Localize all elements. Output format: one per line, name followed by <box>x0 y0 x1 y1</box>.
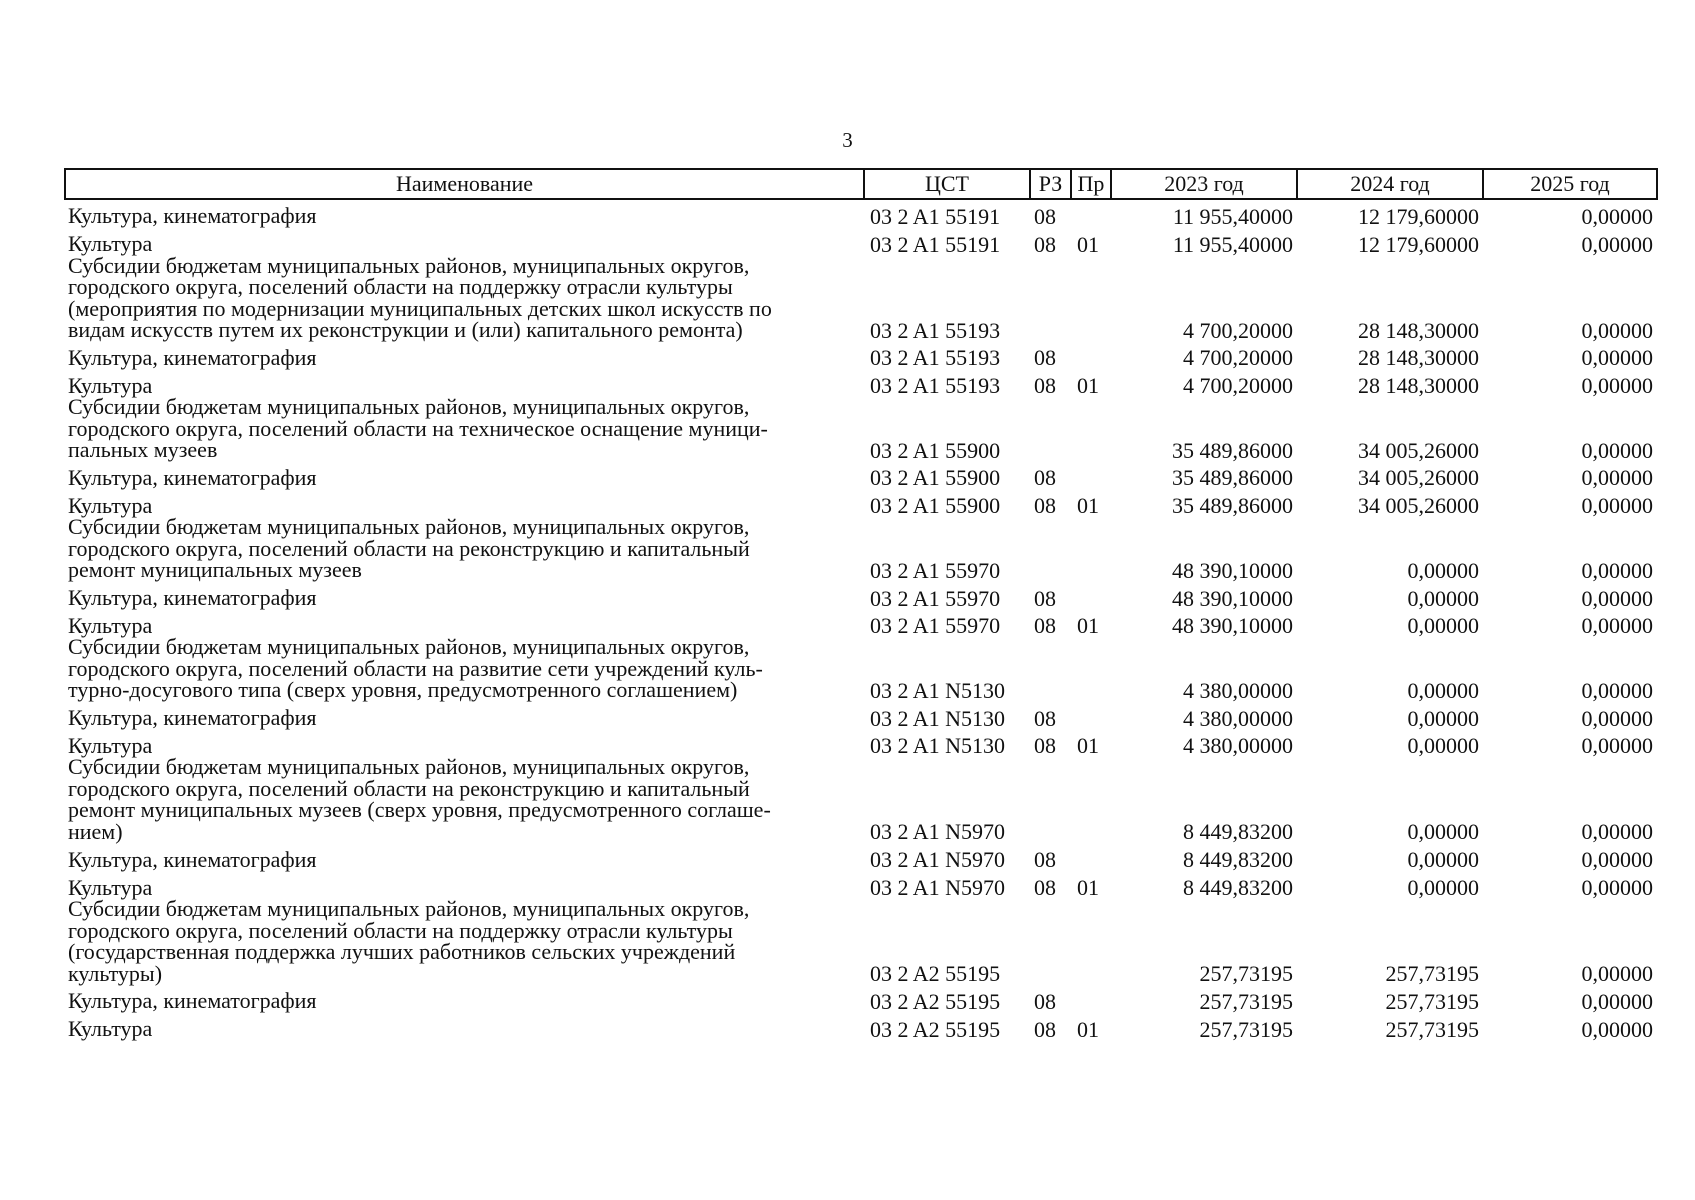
row-value-2025: 0,00000 <box>1581 203 1653 229</box>
row-value-2024: 0,00000 <box>1407 847 1479 873</box>
row-cst-code: 03 2 A1 55900 <box>870 493 1001 519</box>
row-value-2023: 4 700,20000 <box>1183 373 1293 399</box>
header-year-2025: 2025 год <box>1483 169 1657 199</box>
row-rz-code: 08 <box>1034 847 1056 873</box>
row-value-2023: 4 380,00000 <box>1183 677 1293 703</box>
row-cst-code: 03 2 A2 55195 <box>870 961 1001 987</box>
row-cst-code: 03 2 A1 55970 <box>870 585 1001 611</box>
row-name: Культура <box>68 1016 153 1042</box>
row-cst-code: 03 2 A1 N5970 <box>870 847 1006 873</box>
row-rz-code <box>1030 898 1071 984</box>
table-row <box>65 636 1657 701</box>
table-row <box>65 609 1657 637</box>
table-header <box>65 169 1657 199</box>
table-row <box>65 898 1657 984</box>
row-value-2024: 0,00000 <box>1407 585 1479 611</box>
table-row <box>65 341 1657 369</box>
row-value-2024: 0,00000 <box>1407 819 1479 845</box>
row-rz-code: 08 <box>1034 493 1056 519</box>
row-value-2025: 0,00000 <box>1581 437 1653 463</box>
row-name: Субсидии бюджетам муниципальных районов, муниципальных округов, городского округа, поселений области на реконструкцию и капитальный ремонт муниципальных музеев <box>68 514 750 583</box>
row-name: Культура, кинематография <box>68 585 317 611</box>
row-cst-code: 03 2 A1 55900 <box>870 465 1001 491</box>
row-name: Субсидии бюджетам муниципальных районов, муниципальных округов, городского округа, поселений области на техническое оснащение муници- пальных музеев <box>68 394 768 463</box>
row-pr-code <box>1071 842 1111 870</box>
table-row <box>65 756 1657 842</box>
row-cst-code: 03 2 A2 55195 <box>870 988 1001 1014</box>
row-value-2023: 35 489,86000 <box>1172 465 1293 491</box>
row-rz-code <box>1030 396 1071 461</box>
table-row <box>65 461 1657 489</box>
row-pr-code: 01 <box>1077 373 1099 399</box>
row-cst-code: 03 2 A1 55193 <box>870 373 1001 399</box>
row-value-2024: 28 148,30000 <box>1358 345 1479 371</box>
row-value-2024: 28 148,30000 <box>1358 373 1479 399</box>
header-row <box>65 169 1657 199</box>
row-value-2023: 257,73195 <box>1199 961 1293 987</box>
row-cst-code: 03 2 A1 55193 <box>870 345 1001 371</box>
table-row <box>65 396 1657 461</box>
row-cst-code: 03 2 A1 N5130 <box>870 733 1006 759</box>
row-value-2023: 35 489,86000 <box>1172 437 1293 463</box>
row-value-2023: 35 489,86000 <box>1172 493 1293 519</box>
row-cst-code: 03 2 A1 55970 <box>870 613 1001 639</box>
row-pr-code: 01 <box>1077 733 1099 759</box>
header-rz: РЗ <box>1030 169 1071 199</box>
row-cst-code: 03 2 A1 55193 <box>870 317 1001 343</box>
row-name: Субсидии бюджетам муниципальных районов, муниципальных округов, городского округа, поселений области на реконструкцию и капитальный ремонт муниципальных музеев (сверх уровня, предусмотренного соглаше- нием) <box>68 754 771 844</box>
table-row <box>65 255 1657 341</box>
row-pr-code <box>1071 701 1111 729</box>
row-cst-code: 03 2 A1 55970 <box>870 557 1001 583</box>
row-cst-code: 03 2 A1 N5130 <box>870 677 1006 703</box>
row-rz-code <box>1030 636 1071 701</box>
row-value-2025: 0,00000 <box>1581 677 1653 703</box>
row-value-2025: 0,00000 <box>1581 875 1653 901</box>
row-value-2025: 0,00000 <box>1581 345 1653 371</box>
row-value-2023: 8 449,83200 <box>1183 819 1293 845</box>
row-pr-code: 01 <box>1077 231 1099 257</box>
row-value-2025: 0,00000 <box>1581 613 1653 639</box>
table-row <box>65 516 1657 581</box>
row-name: Культура <box>68 231 153 257</box>
row-value-2025: 0,00000 <box>1581 733 1653 759</box>
row-name: Культура, кинематография <box>68 846 317 872</box>
row-cst-code: 03 2 A1 N5130 <box>870 705 1006 731</box>
row-pr-code <box>1071 636 1111 701</box>
row-name: Культура <box>68 874 153 900</box>
row-name: Культура, кинематография <box>68 988 317 1014</box>
row-rz-code: 08 <box>1034 705 1056 731</box>
row-cst-code: 03 2 A1 55900 <box>870 437 1001 463</box>
row-name: Культура, кинематография <box>68 203 317 229</box>
row-name: Культура, кинематография <box>68 464 317 490</box>
budget-table <box>64 168 1658 1040</box>
row-name: Культура, кинематография <box>68 344 317 370</box>
table-row <box>65 701 1657 729</box>
row-rz-code: 08 <box>1034 203 1056 229</box>
row-value-2024: 0,00000 <box>1407 875 1479 901</box>
row-cst-code: 03 2 A2 55195 <box>870 1016 1001 1042</box>
row-pr-code <box>1071 898 1111 984</box>
page-number: 3 <box>842 128 853 152</box>
row-pr-code <box>1071 199 1111 227</box>
table-row <box>65 984 1657 1012</box>
row-cst-code: 03 2 A1 N5970 <box>870 875 1006 901</box>
row-pr-code <box>1071 341 1111 369</box>
row-rz-code <box>1030 516 1071 581</box>
row-pr-code: 01 <box>1077 1016 1099 1042</box>
row-value-2025: 0,00000 <box>1581 585 1653 611</box>
row-value-2023: 11 955,40000 <box>1172 231 1293 257</box>
row-name: Субсидии бюджетам муниципальных районов, муниципальных округов, городского округа, поселений области на поддержку отрасли культуры (мероприятия по модернизации муниципальных детских школ искусств по видам искусств путем их реконструкции и (или) капитального ремонта) <box>68 252 772 343</box>
table-row <box>65 199 1657 227</box>
row-value-2024: 0,00000 <box>1407 557 1479 583</box>
row-pr-code: 01 <box>1077 875 1099 901</box>
row-value-2023: 257,73195 <box>1199 1016 1293 1042</box>
row-pr-code <box>1071 516 1111 581</box>
row-value-2023: 4 380,00000 <box>1183 733 1293 759</box>
header-cst: ЦСТ <box>864 169 1030 199</box>
row-pr-code: 01 <box>1077 613 1099 639</box>
row-pr-code <box>1071 461 1111 489</box>
table-row <box>65 729 1657 757</box>
row-value-2025: 0,00000 <box>1581 557 1653 583</box>
row-value-2023: 4 700,20000 <box>1183 317 1293 343</box>
row-rz-code <box>1030 756 1071 842</box>
header-year-2024: 2024 год <box>1297 169 1483 199</box>
row-rz-code: 08 <box>1034 373 1056 399</box>
row-rz-code: 08 <box>1034 733 1056 759</box>
header-year-2023: 2023 год <box>1111 169 1297 199</box>
row-value-2023: 8 449,83200 <box>1183 847 1293 873</box>
row-value-2024: 12 179,60000 <box>1358 231 1479 257</box>
row-cst-code: 03 2 A1 55191 <box>870 203 1001 229</box>
row-value-2023: 4 700,20000 <box>1183 345 1293 371</box>
row-cst-code: 03 2 A1 N5970 <box>870 819 1006 845</box>
row-value-2023: 48 390,10000 <box>1172 557 1293 583</box>
row-value-2025: 0,00000 <box>1581 819 1653 845</box>
row-pr-code <box>1071 756 1111 842</box>
row-value-2023: 11 955,40000 <box>1172 203 1293 229</box>
row-value-2025: 0,00000 <box>1581 231 1653 257</box>
row-pr-code <box>1071 396 1111 461</box>
row-value-2024: 28 148,30000 <box>1358 317 1479 343</box>
row-pr-code: 01 <box>1077 493 1099 519</box>
row-rz-code <box>1030 255 1071 341</box>
row-cst-code: 03 2 A1 55191 <box>870 231 1001 257</box>
row-name: Субсидии бюджетам муниципальных районов, муниципальных округов, городского округа, поселений области на развитие сети учреждений куль- турно-досугового типа (сверх уровня, предусмотренного соглашением) <box>68 634 763 703</box>
row-value-2024: 257,73195 <box>1385 961 1479 987</box>
row-value-2025: 0,00000 <box>1581 465 1653 491</box>
row-value-2025: 0,00000 <box>1581 317 1653 343</box>
table-row <box>65 227 1657 255</box>
row-value-2023: 8 449,83200 <box>1183 875 1293 901</box>
row-rz-code: 08 <box>1034 613 1056 639</box>
table-row <box>65 581 1657 609</box>
header-pr: Пр <box>1071 169 1111 199</box>
row-value-2024: 257,73195 <box>1385 988 1479 1014</box>
row-rz-code: 08 <box>1034 1016 1056 1042</box>
row-name: Субсидии бюджетам муниципальных районов, муниципальных округов, городского округа, поселений области на поддержку отрасли культуры (государственная поддержка лучших работников сельских учреждений культуры) <box>68 896 750 986</box>
row-value-2025: 0,00000 <box>1581 1016 1653 1042</box>
row-value-2024: 34 005,26000 <box>1358 437 1479 463</box>
row-value-2024: 0,00000 <box>1407 733 1479 759</box>
row-value-2025: 0,00000 <box>1581 988 1653 1014</box>
row-pr-code <box>1071 581 1111 609</box>
table-row <box>65 368 1657 396</box>
row-value-2024: 34 005,26000 <box>1358 493 1479 519</box>
table-row <box>65 488 1657 516</box>
row-value-2025: 0,00000 <box>1581 493 1653 519</box>
header-name: Наименование <box>65 169 864 199</box>
row-value-2025: 0,00000 <box>1581 847 1653 873</box>
row-value-2024: 12 179,60000 <box>1358 203 1479 229</box>
row-rz-code: 08 <box>1034 231 1056 257</box>
row-name: Культура <box>68 732 153 758</box>
table-row <box>65 870 1657 898</box>
row-value-2023: 4 380,00000 <box>1183 705 1293 731</box>
row-value-2025: 0,00000 <box>1581 961 1653 987</box>
row-rz-code: 08 <box>1034 988 1056 1014</box>
row-rz-code: 08 <box>1034 465 1056 491</box>
row-pr-code <box>1071 984 1111 1012</box>
row-value-2023: 257,73195 <box>1199 988 1293 1014</box>
row-value-2024: 0,00000 <box>1407 705 1479 731</box>
row-value-2024: 0,00000 <box>1407 613 1479 639</box>
row-value-2023: 48 390,10000 <box>1172 613 1293 639</box>
table-row <box>65 842 1657 870</box>
row-value-2025: 0,00000 <box>1581 373 1653 399</box>
row-value-2025: 0,00000 <box>1581 705 1653 731</box>
table-row <box>65 1012 1657 1040</box>
row-value-2024: 0,00000 <box>1407 677 1479 703</box>
row-name: Культура, кинематография <box>68 705 317 731</box>
row-name: Культура <box>68 372 153 398</box>
row-rz-code: 08 <box>1034 585 1056 611</box>
table-body <box>65 199 1657 1040</box>
row-rz-code: 08 <box>1034 875 1056 901</box>
row-value-2023: 48 390,10000 <box>1172 585 1293 611</box>
row-value-2024: 257,73195 <box>1385 1016 1479 1042</box>
row-pr-code <box>1071 255 1111 341</box>
row-value-2024: 34 005,26000 <box>1358 465 1479 491</box>
row-name: Культура <box>68 492 153 518</box>
row-rz-code: 08 <box>1034 345 1056 371</box>
row-name: Культура <box>68 612 153 638</box>
